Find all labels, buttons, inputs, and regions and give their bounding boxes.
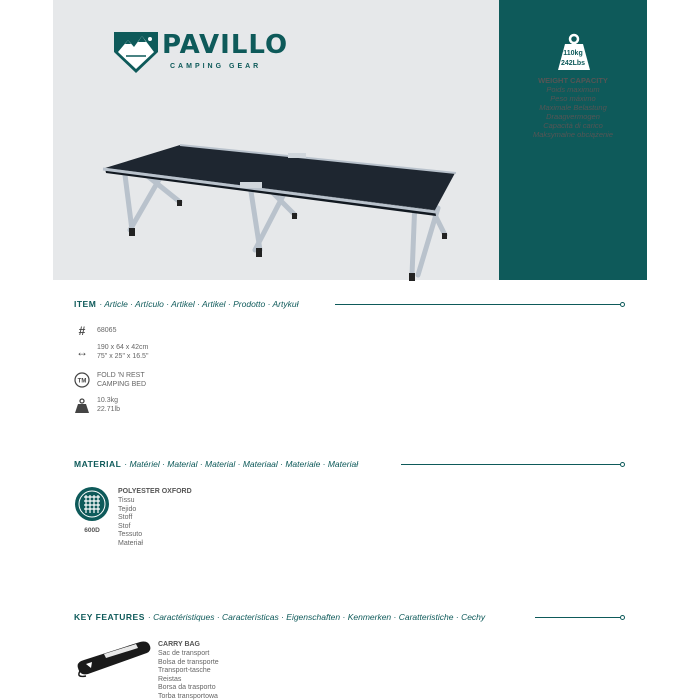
translation-de: Maximale Belastung (539, 103, 607, 112)
weight-capacity-kg: 110kg (563, 50, 583, 57)
item-section-subtitle: · Article · Artículo · Artikel · Artikel · Prodotto · Artykuł (99, 299, 299, 309)
carry-bag-it: Borsa da trasporto (158, 684, 216, 691)
item-number-value: 68065 (97, 327, 117, 334)
dimensions-icon: ↔ (76, 345, 88, 359)
translation-fr: Poids maximum (546, 85, 600, 94)
translation-pl: Maksymalne obciążenie (532, 130, 614, 139)
item-weight-kg: 10.3kg (97, 397, 119, 404)
carry-bag-fr: Sac de transport (158, 650, 210, 657)
features-section-header (74, 611, 485, 623)
weight-capacity-lbs: 242Lbs (560, 60, 586, 67)
item-section-dot (620, 302, 625, 307)
dimensions-imperial: 75" x 25" x 16.5" (97, 352, 149, 360)
features-section-dot (620, 615, 625, 620)
item-weight-lb: 22.71lb (97, 405, 120, 413)
translation-nl: Draagvermogen (546, 112, 600, 121)
carry-bag-translations (158, 650, 219, 700)
material-es: Tejido (118, 505, 137, 513)
item-section-header (74, 298, 298, 310)
item-section-divider (335, 304, 621, 305)
material-fr: Tissu (118, 497, 135, 504)
carry-bag-image (74, 638, 154, 678)
material-section-dot (620, 462, 625, 467)
material-de: Stoff (118, 514, 133, 521)
item-section-title: ITEM (74, 299, 97, 309)
material-section-subtitle: · Matériel · Material · Material · Materiaal · Materiale · Materiał (124, 459, 359, 469)
item-name-line-2: CAMPING BED (97, 380, 147, 388)
carry-bag-title: CARRY BAG (158, 641, 201, 648)
weight-capacity-title: WEIGHT CAPACITY (538, 76, 608, 85)
carry-bag-es: Bolsa de transporte (158, 658, 219, 666)
material-name: POLYESTER OXFORD (118, 488, 192, 495)
features-section-divider (535, 617, 621, 618)
brand-name: PAVILLO (162, 30, 289, 60)
item-name-line-1: FOLD 'N REST (97, 372, 145, 379)
features-section-subtitle: · Caractéristiques · Características · Eigenschaften · Kenmerken · Caratteristiche · Cechy (147, 612, 486, 622)
material-nl: Stof (118, 522, 131, 530)
hash-icon: # (78, 324, 86, 338)
trademark-glyph: TM (77, 378, 87, 385)
carry-bag-de: Transport-tasche (158, 667, 211, 674)
dimensions-metric: 190 x 64 x 42cm (97, 344, 149, 351)
weight-capacity-translations (499, 85, 647, 139)
material-section-header (74, 458, 358, 470)
material-it: Tessuto (118, 531, 143, 538)
fabric-weave-icon (74, 486, 110, 522)
material-section-divider (401, 464, 621, 465)
weight-small-icon (74, 398, 90, 414)
carry-bag-nl: Reistas (158, 675, 182, 683)
material-section-title: MATERIAL (74, 459, 122, 469)
brand-tagline: CAMPING GEAR (170, 63, 262, 70)
translation-it: Capacità di carico (543, 121, 603, 130)
trademark-icon (74, 372, 90, 388)
fabric-density: 600D (84, 527, 100, 534)
carry-bag-pl: Torba transportowa (158, 692, 218, 700)
features-section-title: KEY FEATURES (74, 612, 145, 622)
material-pl: Materiał (118, 539, 143, 547)
translation-es: Peso máximo (550, 94, 596, 103)
material-translations (118, 497, 143, 548)
item-dimensions (97, 344, 148, 361)
item-number (97, 327, 116, 336)
item-weight (97, 397, 120, 414)
item-name (97, 372, 146, 389)
camping-bed-image (100, 140, 460, 285)
